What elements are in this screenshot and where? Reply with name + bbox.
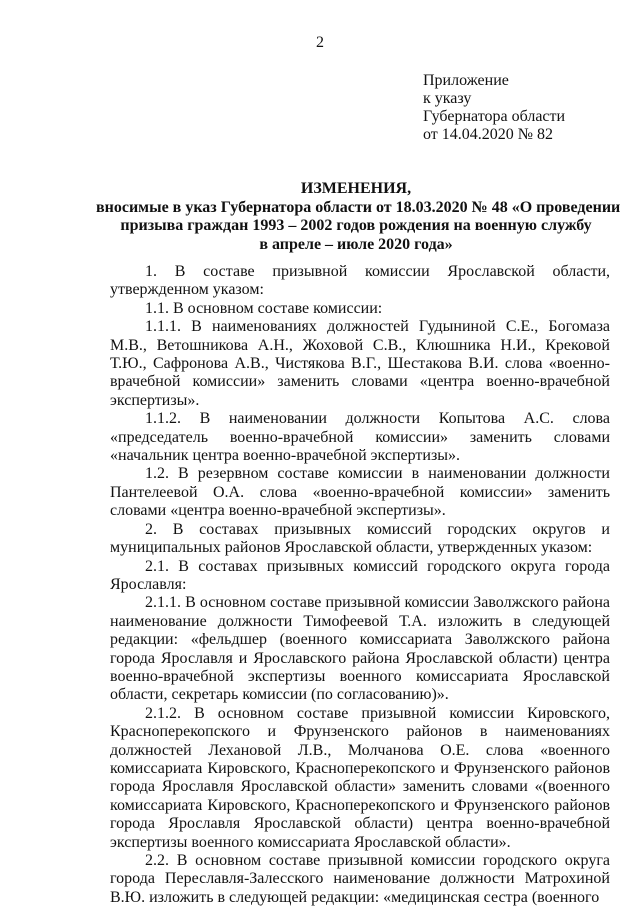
document-body — [110, 263, 610, 907]
paragraph: 1.1. В основном составе комиссии: — [145, 299, 383, 317]
heading-subtitle-line: в апреле – июле 2020 года» — [259, 235, 453, 253]
appendix-line: Губернатора области — [423, 108, 566, 125]
heading-subtitle-line: призыва граждан 1993 – 2002 годов рождения на военную службу — [120, 217, 592, 234]
paragraph: 2.1.1. В основном составе призывной комиссии Заволжского района наименование должности Тимофеевой Т.А. изложить в следующей редакции: «фельдшер (военного комиссариата Заволжского района города Ярославля и Ярославского района Ярославской области) центра военно-врачебной экспертизы военного комиссариата Ярославской области, секретарь комиссии (по согласованию)». — [110, 594, 610, 704]
appendix-line: к указу — [423, 90, 472, 107]
page-number: 2 — [316, 34, 324, 51]
appendix-line: от 14.04.2020 № 82 — [423, 126, 554, 143]
paragraph: 1.2. В резервном составе комиссии в наименовании должности Пантелеевой О.А. слова «военно-врачебной комиссии» заменить словами «центра военно-врачебной экспертизы». — [110, 465, 610, 520]
paragraph: 2. В составах призывных комиссий городских округов и муниципальных районов Ярославской области, утвержденных указом: — [110, 520, 610, 557]
paragraph: 2.1.2. В основном составе призывной комиссии Кировского, Красноперекопского и Фрунзенского районов в наименованиях должностей Лехановой Л.В., Молчанова О.Е. слова «военного комиссариата Кировского, Красноперекопского и Фрунзенского районов города Ярославля Ярославской области» заменить словами «(военного комиссариата Кировского, Красноперекопского и Фрунзенского районов города Ярославля Ярославской области) центра военно-врачебной экспертизы военного комиссариата Ярославской области». — [110, 704, 610, 851]
heading-title: ИЗМЕНЕНИЯ, — [300, 180, 412, 197]
paragraph: 2.1. В составах призывных комиссий городского округа города Ярославля: — [110, 557, 610, 593]
paragraph: 1. В составе призывной комиссии Ярославской области, утвержденном указом: — [110, 263, 610, 299]
appendix-block — [423, 72, 565, 144]
document-heading — [96, 180, 621, 254]
paragraph: 2.2. В основном составе призывной комиссии городского округа города Переславля-Залесского наименование должности Матрохиной В.Ю. изложить в следующей редакции: «медицинская сестра (военного — [110, 852, 610, 906]
heading-subtitle-line: вносимые в указ Губернатора области от 18.03.2020 № 48 «О проведении — [96, 198, 621, 216]
paragraph: 1.1.2. В наименовании должности Копытова А.С. слова «председатель военно-врачебной комиссии» заменить словами «начальник центра военно-врачебной экспертизы». — [110, 410, 610, 465]
paragraph: 1.1.1. В наименованиях должностей Гудыниной С.Е., Богомаза М.В., Ветошникова А.Н., Жоховой С.В., Клюшника Н.И., Крековой Т.Ю., Сафронова А.В., Чистякова В.Г., Шестакова В.И. слова «военно-врачебной комиссии» заменить словами «центра военно-врачебной экспертизы». — [110, 318, 610, 409]
appendix-line: Приложение — [423, 72, 509, 89]
